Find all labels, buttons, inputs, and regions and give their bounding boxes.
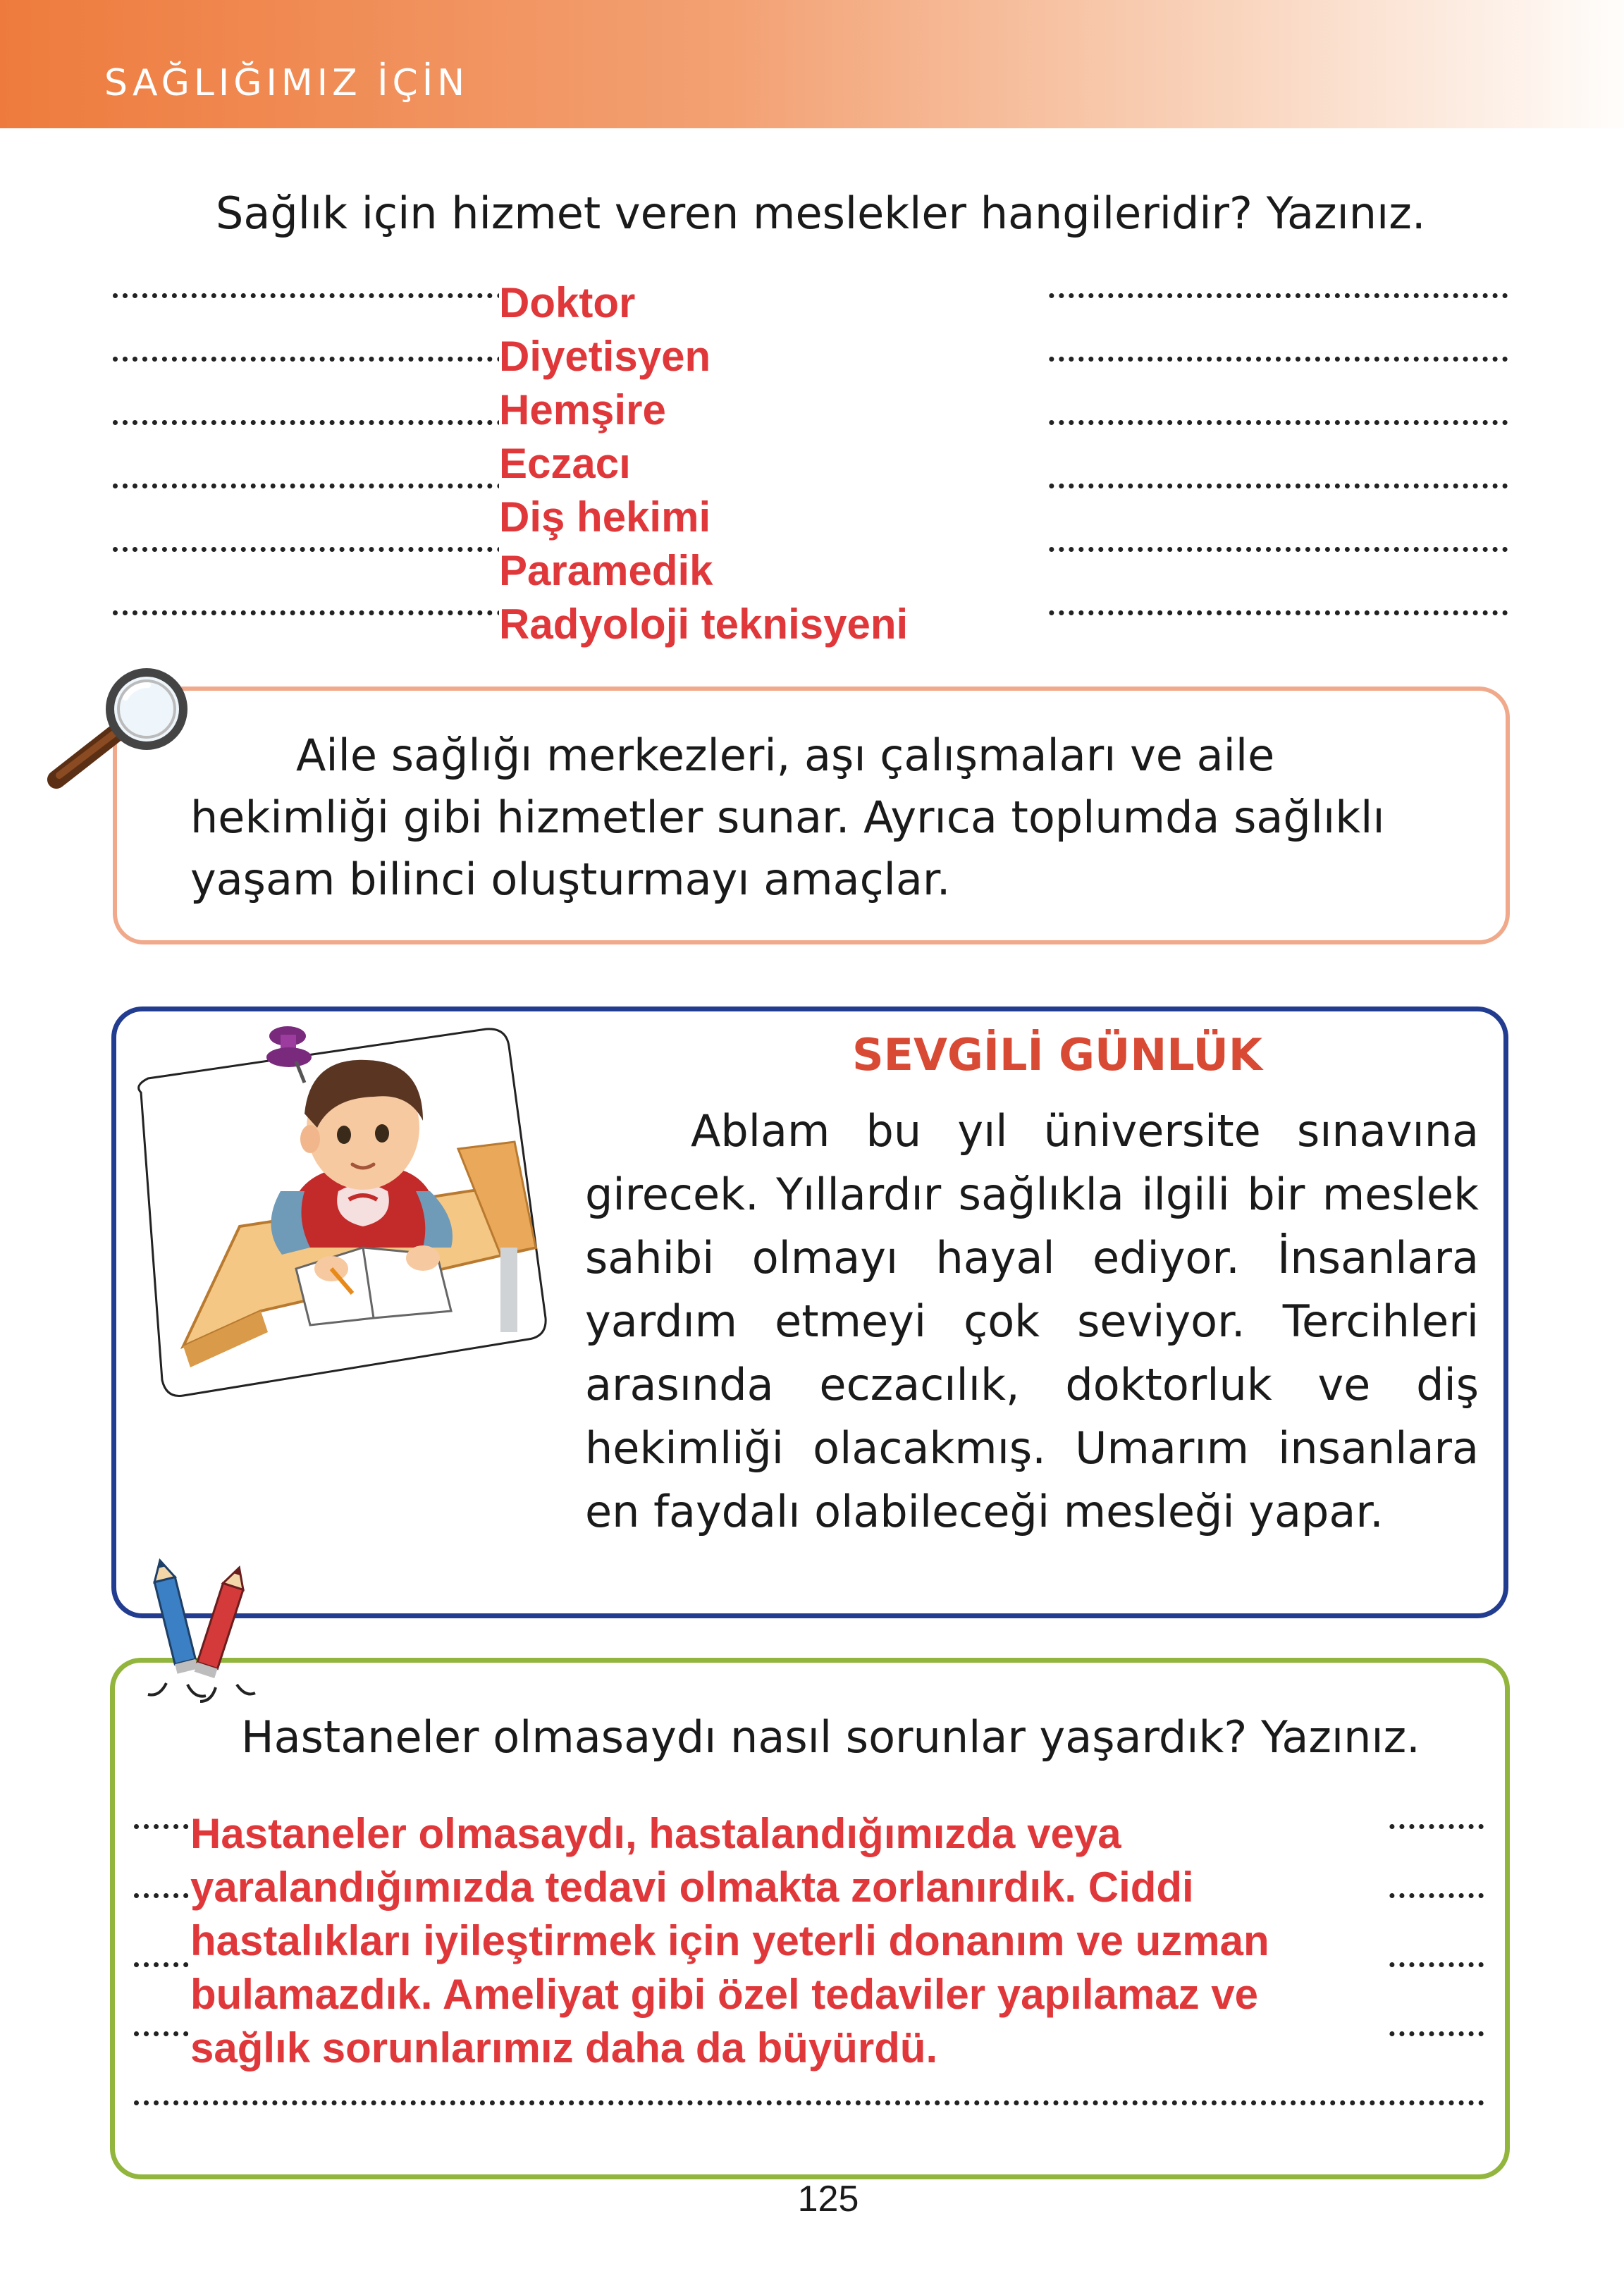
answer-item: Doktor xyxy=(499,279,636,326)
answer-item: Diyetisyen xyxy=(499,333,711,380)
magnifier-icon xyxy=(35,670,197,796)
question-2: Hastaneler olmasaydı nasıl sorunlar yaşardık? Yazınız. xyxy=(241,1711,1420,1763)
professions-answer-list xyxy=(499,276,1049,651)
answer-item: Radyoloji teknisyeni xyxy=(499,601,909,648)
answer-item: Hemşire xyxy=(499,386,666,433)
question-1: Sağlık için hizmet veren meslekler hangileridir? Yazınız. xyxy=(216,187,1426,239)
page-header xyxy=(0,0,1624,128)
header-title: SAĞLIĞIMIZ İÇİN xyxy=(104,62,469,104)
diary-paragraph: Ablam bu yıl üniversite sınavına girecek. Yıllardır sağlıkla ilgili bir meslek sahibi olmayı hayal ediyor. İnsanlara yardım etmeyi çok seviyor. Tercihleri arasında eczacılık, doktorluk ve diş hekimliği olacakmış. Umarım insanlara en faydalı olabileceği mesleği yapar. xyxy=(585,1105,1479,1537)
info-text xyxy=(190,725,1480,911)
pencils-icon xyxy=(138,1563,258,1704)
hospital-answer: Hastaneler olmasaydı, hastalandığımızda veya yaralandığımızda tedavi olmakta zorlanırdık. Ciddi hastalıkları iyileştirmek için yeterli donanım ve uzman bulamazdık. Ameliyat gibi özel tedaviler yapılamaz ve sağlık sorunlarımız daha da büyürdü. xyxy=(190,1807,1389,2075)
diary-text xyxy=(585,1100,1479,1544)
boy-writing-illustration xyxy=(120,1015,557,1410)
info-paragraph: Aile sağlığı merkezleri, aşı çalışmaları ve aile hekimliği gibi hizmetler sunar. Ayrıca toplumda sağlıklı yaşam bilinci oluşturmayı amaçlar. xyxy=(190,730,1385,905)
answer-item: Eczacı xyxy=(499,440,631,487)
diary-title: SEVGİLİ GÜNLÜK xyxy=(852,1029,1262,1081)
page-number: 125 xyxy=(797,2179,859,2220)
answer-item: Paramedik xyxy=(499,547,713,594)
answer-item: Diş hekimi xyxy=(499,493,711,541)
